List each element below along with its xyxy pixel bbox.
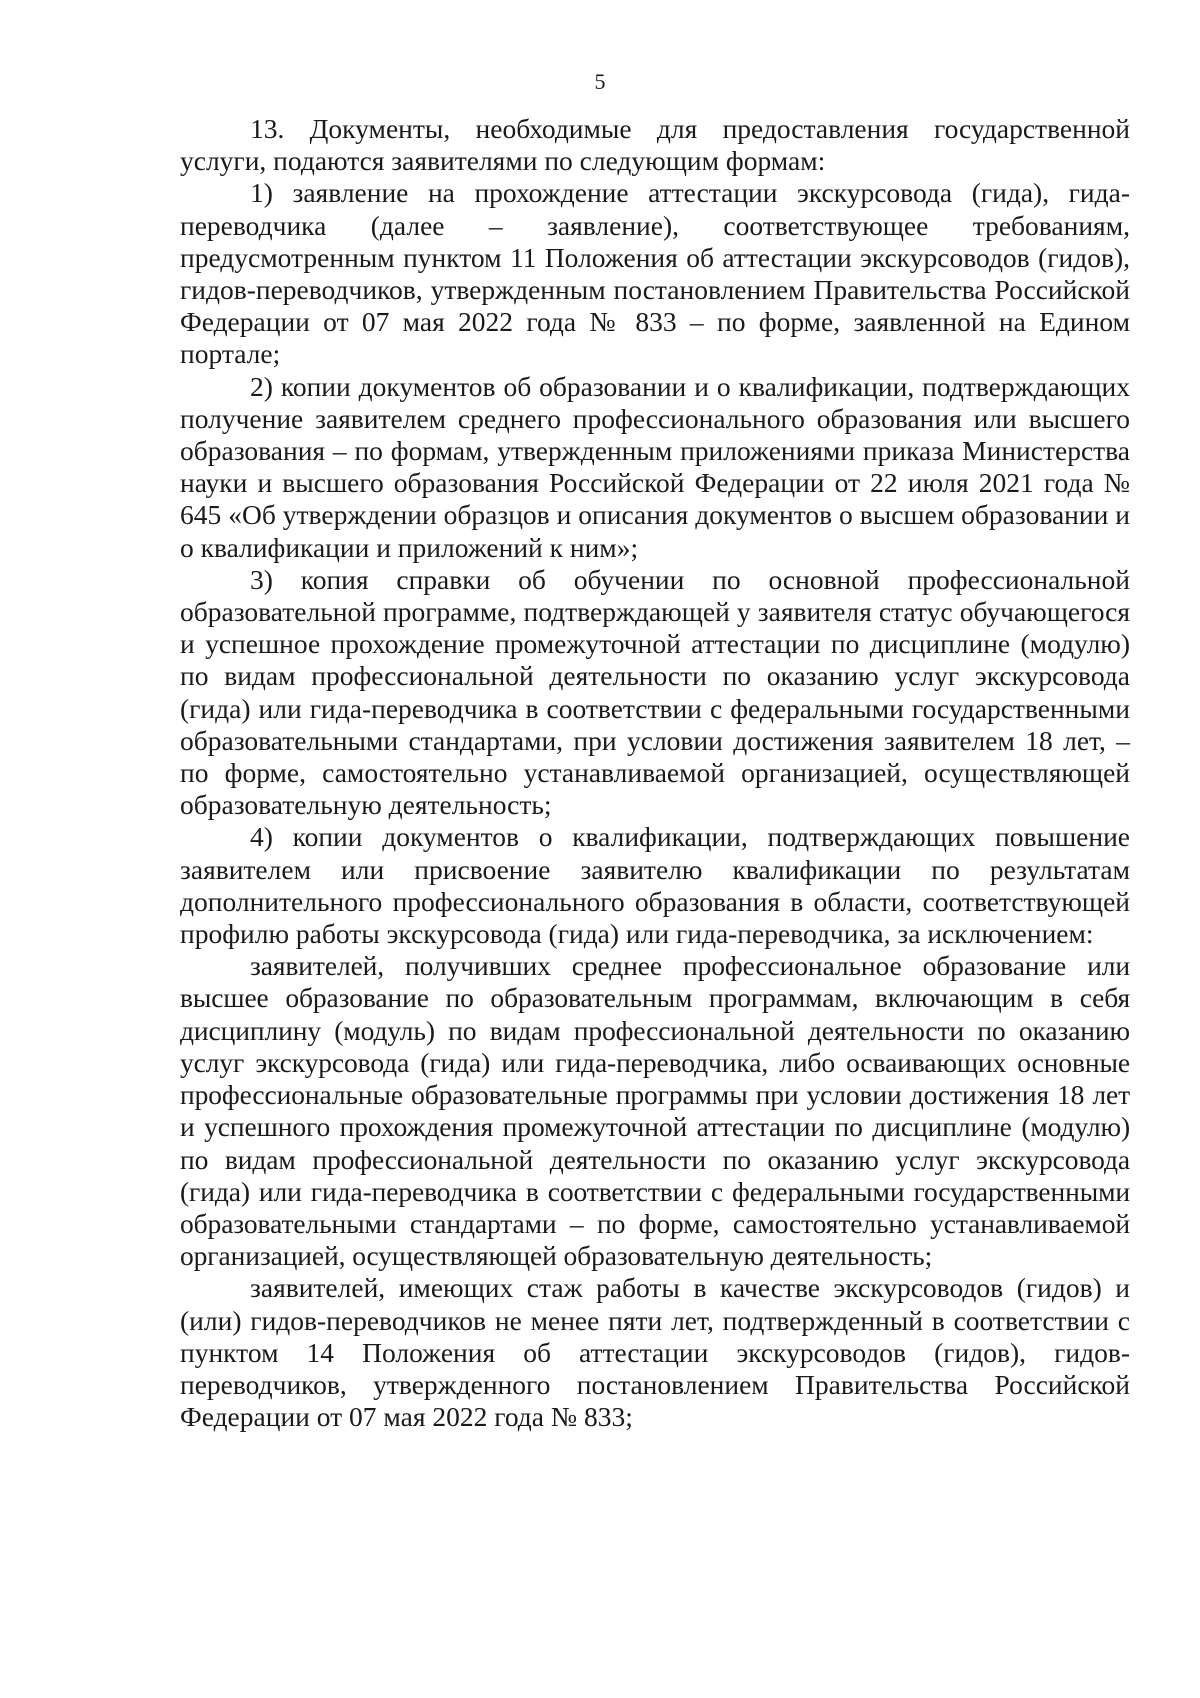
paragraph-item-1: 1) заявление на прохождение аттестации экскурсовода (гида), гида-переводчика (далее – заявление), соответствующее требованиям, предусмотренным пунктом 11 Положения об аттестации экскурсоводов (гидов), гидов-переводчиков, утвержденным постановлением Правительства Российской Федерации от 07 мая 2022 года № 833 – по форме, заявленной на Едином портале; [180, 177, 1130, 370]
paragraph-exception-experience: заявителей, имеющих стаж работы в качестве экскурсоводов (гидов) и (или) гидов-переводчиков не менее пяти лет, подтвержденный в соответствии с пунктом 14 Положения об аттестации экскурсоводов (гидов), гидов-переводчиков, утвержденного постановлением Правительства Российской Федерации от 07 мая 2022 года № 833; [180, 1272, 1130, 1433]
page-number: 5 [594, 69, 606, 94]
paragraph-item-4: 4) копии документов о квалификации, подтверждающих повышение заявителем или присвоение заявителю квалификации по результатам дополнительного профессионального образования в области, соответствующей профилю работы экскурсовода (гида) или гида-переводчика, за исключением: [180, 821, 1130, 950]
paragraph-item-2: 2) копии документов об образовании и о квалификации, подтверждающих получение заявителем среднего профессионального образования или высшего образования – по формам, утвержденным приложениями приказа Министерства науки и высшего образования Российской Федерации от 22 июля 2021 года № 645 «Об утверждении образцов и описания документов о высшем образовании и о квалификации и приложений к ним»; [180, 370, 1130, 563]
paragraph-item-3: 3) копия справки об обучении по основной профессиональной образовательной программе, подтверждающей у заявителя статус обучающегося и успешное прохождение промежуточной аттестации по дисциплине (модулю) по видам профессиональной деятельности по оказанию услуг экскурсовода (гида) или гида-переводчика в соответствии с федеральными государственными образовательными стандартами, при условии достижения заявителем 18 лет, – по форме, самостоятельно устанавливаемой организацией, осуществляющей образовательную деятельность; [180, 563, 1130, 821]
document-body [180, 113, 1130, 1433]
paragraph-13-intro: 13. Документы, необходимые для предоставления государственной услуги, подаются заявителями по следующим формам: [180, 113, 1130, 177]
paragraph-exception-education: заявителей, получивших среднее профессиональное образование или высшее образование по образовательным программам, включающим в себя дисциплину (модуль) по видам профессиональной деятельности по оказанию услуг экскурсовода (гида) или гида-переводчика, либо осваивающих основные профессиональные образовательные программы при условии достижения 18 лет и успешного прохождения промежуточной аттестации по дисциплине (модулю) по видам профессиональной деятельности по оказанию услуг экскурсовода (гида) или гида-переводчика в соответствии с федеральными государственными образовательными стандартами – по форме, самостоятельно устанавливаемой организацией, осуществляющей образовательную деятельность; [180, 950, 1130, 1272]
